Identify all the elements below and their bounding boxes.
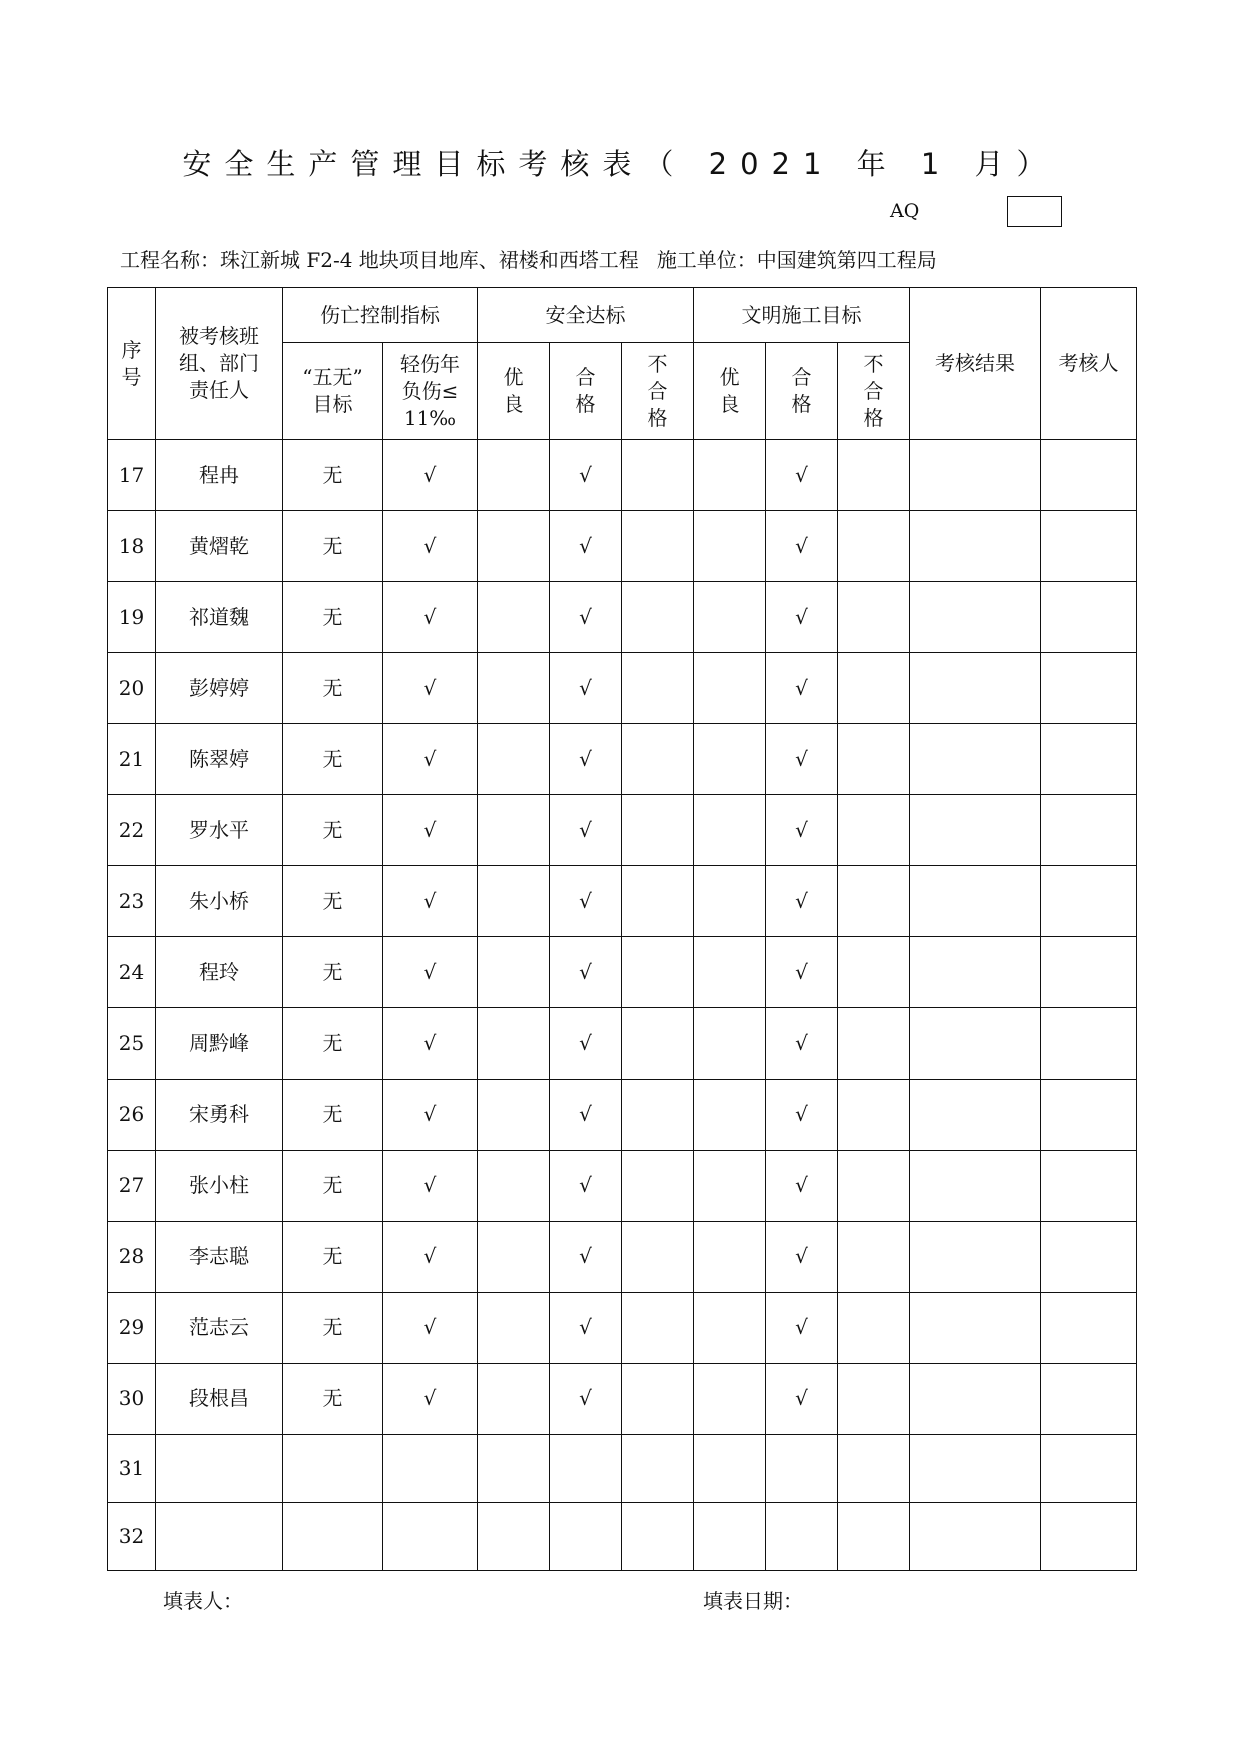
cell-five-none[interactable]: 无 xyxy=(283,440,383,511)
cell-civil-excellent[interactable] xyxy=(694,1502,766,1570)
cell-result[interactable] xyxy=(910,1221,1041,1292)
cell-result[interactable] xyxy=(910,1150,1041,1221)
cell-civil-fail[interactable] xyxy=(838,724,910,795)
cell-five-none[interactable]: 无 xyxy=(283,1292,383,1363)
cell-civil-pass[interactable] xyxy=(766,1502,838,1570)
cell-safety-excellent[interactable] xyxy=(478,1008,550,1079)
cell-light-injury[interactable]: √ xyxy=(383,653,478,724)
cell-light-injury[interactable]: √ xyxy=(383,582,478,653)
table-row xyxy=(108,937,1137,1008)
cell-seq: 17 xyxy=(108,440,156,511)
cell-five-none[interactable]: 无 xyxy=(283,937,383,1008)
cell-light-injury[interactable]: √ xyxy=(383,511,478,582)
cell-civil-excellent[interactable] xyxy=(694,937,766,1008)
cell-civil-pass[interactable]: √ xyxy=(766,1150,838,1221)
table-row xyxy=(108,866,1137,937)
cell-seq: 24 xyxy=(108,937,156,1008)
cell-result[interactable] xyxy=(910,1363,1041,1434)
cell-name[interactable]: 宋勇科 xyxy=(156,1079,283,1150)
cell-five-none[interactable]: 无 xyxy=(283,1079,383,1150)
page-title: 安全生产管理目标考核表（ 2021 年 1 月） xyxy=(182,147,1059,181)
cell-safety-pass[interactable]: √ xyxy=(550,866,622,937)
cell-light-injury[interactable]: √ xyxy=(383,1221,478,1292)
cell-name[interactable]: 朱小桥 xyxy=(156,866,283,937)
cell-five-none[interactable]: 无 xyxy=(283,724,383,795)
filler-label: 填表人： xyxy=(163,1589,243,1613)
assessment-table xyxy=(107,287,1137,1571)
cell-civil-excellent[interactable] xyxy=(694,1292,766,1363)
cell-safety-fail[interactable] xyxy=(622,1150,694,1221)
cell-civil-fail[interactable] xyxy=(838,511,910,582)
cell-civil-excellent[interactable] xyxy=(694,653,766,724)
table-row xyxy=(108,1150,1137,1221)
table-row xyxy=(108,724,1137,795)
header-row-1 xyxy=(108,288,1137,343)
cell-name[interactable]: 彭婷婷 xyxy=(156,653,283,724)
table-row xyxy=(108,1079,1137,1150)
header-civil-pass: 合 格 xyxy=(766,343,838,440)
cell-seq: 28 xyxy=(108,1221,156,1292)
table-row xyxy=(108,582,1137,653)
cell-seq: 20 xyxy=(108,653,156,724)
cell-light-injury[interactable]: √ xyxy=(383,866,478,937)
header-civilized-construction: 文明施工目标 xyxy=(694,288,910,343)
header-safety-excellent: 优 良 xyxy=(478,343,550,440)
header-safety-standard: 安全达标 xyxy=(478,288,694,343)
cell-safety-excellent[interactable] xyxy=(478,511,550,582)
header-light-injury: 轻伤年 负伤≤ 11‰ xyxy=(383,343,478,440)
cell-name[interactable]: 李志聪 xyxy=(156,1221,283,1292)
cell-assessor[interactable] xyxy=(1041,1292,1137,1363)
cell-civil-fail[interactable] xyxy=(838,1079,910,1150)
cell-assessor[interactable] xyxy=(1041,937,1137,1008)
cell-light-injury[interactable]: √ xyxy=(383,1079,478,1150)
cell-assessor[interactable] xyxy=(1041,1150,1137,1221)
cell-civil-fail[interactable] xyxy=(838,1150,910,1221)
cell-safety-pass[interactable]: √ xyxy=(550,440,622,511)
table-row xyxy=(108,1008,1137,1079)
cell-name[interactable]: 黄熠乾 xyxy=(156,511,283,582)
cell-light-injury[interactable]: √ xyxy=(383,440,478,511)
cell-result[interactable] xyxy=(910,511,1041,582)
cell-assessor[interactable] xyxy=(1041,1502,1137,1570)
fill-date-label: 填表日期： xyxy=(703,1589,803,1613)
cell-civil-pass[interactable]: √ xyxy=(766,440,838,511)
cell-safety-fail[interactable] xyxy=(622,1502,694,1570)
cell-safety-fail[interactable] xyxy=(622,1434,694,1502)
cell-assessor[interactable] xyxy=(1041,1008,1137,1079)
cell-seq: 27 xyxy=(108,1150,156,1221)
cell-assessor[interactable] xyxy=(1041,1363,1137,1434)
header-seq: 序 号 xyxy=(108,288,156,440)
cell-civil-fail[interactable] xyxy=(838,1008,910,1079)
cell-safety-fail[interactable] xyxy=(622,1008,694,1079)
cell-safety-fail[interactable] xyxy=(622,653,694,724)
cell-safety-fail[interactable] xyxy=(622,511,694,582)
header-result: 考核结果 xyxy=(910,288,1041,440)
cell-assessor[interactable] xyxy=(1041,1434,1137,1502)
cell-safety-fail[interactable] xyxy=(622,1363,694,1434)
table-row xyxy=(108,1434,1137,1502)
cell-safety-excellent[interactable] xyxy=(478,653,550,724)
cell-result[interactable] xyxy=(910,1079,1041,1150)
cell-civil-excellent[interactable] xyxy=(694,1434,766,1502)
cell-civil-pass[interactable]: √ xyxy=(766,795,838,866)
cell-civil-excellent[interactable] xyxy=(694,440,766,511)
cell-safety-fail[interactable] xyxy=(622,937,694,1008)
cell-five-none[interactable]: 无 xyxy=(283,866,383,937)
cell-civil-excellent[interactable] xyxy=(694,582,766,653)
cell-civil-pass[interactable]: √ xyxy=(766,1008,838,1079)
cell-civil-excellent[interactable] xyxy=(694,1363,766,1434)
cell-safety-pass[interactable]: √ xyxy=(550,653,622,724)
cell-result[interactable] xyxy=(910,653,1041,724)
cell-civil-fail[interactable] xyxy=(838,795,910,866)
cell-civil-fail[interactable] xyxy=(838,440,910,511)
cell-safety-excellent[interactable] xyxy=(478,1502,550,1570)
cell-light-injury[interactable] xyxy=(383,1434,478,1502)
cell-seq: 25 xyxy=(108,1008,156,1079)
cell-assessor[interactable] xyxy=(1041,724,1137,795)
cell-safety-pass[interactable] xyxy=(550,1502,622,1570)
cell-safety-pass[interactable]: √ xyxy=(550,511,622,582)
cell-safety-excellent[interactable] xyxy=(478,1221,550,1292)
cell-name[interactable] xyxy=(156,1434,283,1502)
cell-name[interactable]: 程冉 xyxy=(156,440,283,511)
cell-civil-excellent[interactable] xyxy=(694,1079,766,1150)
cell-safety-fail[interactable] xyxy=(622,1292,694,1363)
cell-five-none[interactable] xyxy=(283,1434,383,1502)
cell-civil-pass[interactable]: √ xyxy=(766,866,838,937)
cell-civil-excellent[interactable] xyxy=(694,1008,766,1079)
form-code-label: AQ xyxy=(890,200,920,222)
cell-safety-excellent[interactable] xyxy=(478,724,550,795)
table-row xyxy=(108,1292,1137,1363)
cell-civil-pass[interactable]: √ xyxy=(766,724,838,795)
cell-seq: 30 xyxy=(108,1363,156,1434)
cell-seq: 29 xyxy=(108,1292,156,1363)
cell-safety-excellent[interactable] xyxy=(478,795,550,866)
cell-name[interactable]: 祁道魏 xyxy=(156,582,283,653)
cell-assessor[interactable] xyxy=(1041,866,1137,937)
cell-safety-excellent[interactable] xyxy=(478,1434,550,1502)
cell-name[interactable]: 段根昌 xyxy=(156,1363,283,1434)
cell-safety-pass[interactable]: √ xyxy=(550,1150,622,1221)
cell-civil-pass[interactable]: √ xyxy=(766,1221,838,1292)
cell-result[interactable] xyxy=(910,724,1041,795)
cell-safety-pass[interactable]: √ xyxy=(550,1008,622,1079)
header-injury-control: 伤亡控制指标 xyxy=(283,288,478,343)
construction-unit: 施工单位：中国建筑第四工程局 xyxy=(656,248,937,272)
cell-civil-excellent[interactable] xyxy=(694,1221,766,1292)
cell-safety-pass[interactable]: √ xyxy=(550,1079,622,1150)
cell-civil-excellent[interactable] xyxy=(694,866,766,937)
cell-civil-pass[interactable]: √ xyxy=(766,511,838,582)
cell-civil-fail[interactable] xyxy=(838,866,910,937)
cell-five-none[interactable] xyxy=(283,1502,383,1570)
cell-five-none[interactable]: 无 xyxy=(283,795,383,866)
cell-light-injury[interactable]: √ xyxy=(383,937,478,1008)
cell-safety-excellent[interactable] xyxy=(478,937,550,1008)
cell-safety-fail[interactable] xyxy=(622,866,694,937)
cell-seq: 32 xyxy=(108,1502,156,1570)
cell-result[interactable] xyxy=(910,795,1041,866)
cell-seq: 22 xyxy=(108,795,156,866)
cell-name[interactable]: 周黔峰 xyxy=(156,1008,283,1079)
cell-civil-excellent[interactable] xyxy=(694,795,766,866)
cell-safety-fail[interactable] xyxy=(622,1079,694,1150)
cell-result[interactable] xyxy=(910,866,1041,937)
cell-assessor[interactable] xyxy=(1041,1079,1137,1150)
cell-safety-pass[interactable] xyxy=(550,1434,622,1502)
cell-assessor[interactable] xyxy=(1041,511,1137,582)
cell-seq: 21 xyxy=(108,724,156,795)
cell-safety-fail[interactable] xyxy=(622,582,694,653)
cell-civil-fail[interactable] xyxy=(838,1292,910,1363)
table-row xyxy=(108,795,1137,866)
cell-safety-pass[interactable]: √ xyxy=(550,724,622,795)
cell-civil-fail[interactable] xyxy=(838,582,910,653)
cell-safety-fail[interactable] xyxy=(622,1221,694,1292)
cell-name[interactable]: 范志云 xyxy=(156,1292,283,1363)
table-row xyxy=(108,440,1137,511)
cell-assessor[interactable] xyxy=(1041,653,1137,724)
cell-safety-fail[interactable] xyxy=(622,440,694,511)
table-row xyxy=(108,511,1137,582)
cell-result[interactable] xyxy=(910,1292,1041,1363)
cell-five-none[interactable]: 无 xyxy=(283,582,383,653)
cell-civil-excellent[interactable] xyxy=(694,511,766,582)
cell-result[interactable] xyxy=(910,1434,1041,1502)
cell-name[interactable]: 陈翠婷 xyxy=(156,724,283,795)
cell-safety-excellent[interactable] xyxy=(478,440,550,511)
cell-light-injury[interactable] xyxy=(383,1502,478,1570)
cell-safety-excellent[interactable] xyxy=(478,1079,550,1150)
cell-result[interactable] xyxy=(910,937,1041,1008)
project-info xyxy=(120,244,937,273)
cell-civil-pass[interactable]: √ xyxy=(766,937,838,1008)
cell-seq: 19 xyxy=(108,582,156,653)
cell-assessor[interactable] xyxy=(1041,582,1137,653)
cell-civil-pass[interactable]: √ xyxy=(766,1079,838,1150)
cell-safety-pass[interactable]: √ xyxy=(550,937,622,1008)
cell-safety-fail[interactable] xyxy=(622,795,694,866)
cell-safety-excellent[interactable] xyxy=(478,1363,550,1434)
header-safety-fail: 不 合 格 xyxy=(622,343,694,440)
header-civil-excellent: 优 良 xyxy=(694,343,766,440)
cell-civil-pass[interactable]: √ xyxy=(766,582,838,653)
cell-result[interactable] xyxy=(910,1502,1041,1570)
header-five-none: “五无” 目标 xyxy=(283,343,383,440)
cell-five-none[interactable]: 无 xyxy=(283,1008,383,1079)
cell-civil-fail[interactable] xyxy=(838,1363,910,1434)
table-row xyxy=(108,1502,1137,1570)
table-row xyxy=(108,1363,1137,1434)
cell-civil-excellent[interactable] xyxy=(694,724,766,795)
cell-name[interactable] xyxy=(156,1502,283,1570)
cell-safety-pass[interactable]: √ xyxy=(550,1221,622,1292)
cell-civil-fail[interactable] xyxy=(838,1502,910,1570)
cell-safety-excellent[interactable] xyxy=(478,866,550,937)
cell-safety-excellent[interactable] xyxy=(478,1150,550,1221)
cell-civil-fail[interactable] xyxy=(838,1434,910,1502)
cell-safety-excellent[interactable] xyxy=(478,582,550,653)
cell-civil-pass[interactable]: √ xyxy=(766,1292,838,1363)
header-civil-fail: 不 合 格 xyxy=(838,343,910,440)
table-row xyxy=(108,653,1137,724)
cell-civil-pass[interactable]: √ xyxy=(766,653,838,724)
cell-result[interactable] xyxy=(910,582,1041,653)
cell-five-none[interactable]: 无 xyxy=(283,653,383,724)
cell-civil-pass[interactable] xyxy=(766,1434,838,1502)
cell-seq: 26 xyxy=(108,1079,156,1150)
cell-safety-pass[interactable]: √ xyxy=(550,582,622,653)
header-team: 被考核班 组、部门 责任人 xyxy=(156,288,283,440)
cell-light-injury[interactable]: √ xyxy=(383,1292,478,1363)
header-assessor: 考核人 xyxy=(1041,288,1137,440)
header-safety-pass: 合 格 xyxy=(550,343,622,440)
cell-assessor[interactable] xyxy=(1041,795,1137,866)
cell-civil-pass[interactable]: √ xyxy=(766,1363,838,1434)
cell-safety-pass[interactable]: √ xyxy=(550,1292,622,1363)
cell-seq: 23 xyxy=(108,866,156,937)
form-code-box[interactable] xyxy=(1007,196,1062,227)
cell-civil-fail[interactable] xyxy=(838,1221,910,1292)
cell-assessor[interactable] xyxy=(1041,440,1137,511)
cell-safety-fail[interactable] xyxy=(622,724,694,795)
project-name: 工程名称：珠江新城 F2-4 地块项目地库、裙楼和西塔工程 xyxy=(120,248,639,272)
cell-name[interactable]: 程玲 xyxy=(156,937,283,1008)
cell-name[interactable]: 罗水平 xyxy=(156,795,283,866)
cell-light-injury[interactable]: √ xyxy=(383,1150,478,1221)
cell-five-none[interactable]: 无 xyxy=(283,1150,383,1221)
cell-light-injury[interactable]: √ xyxy=(383,795,478,866)
cell-light-injury[interactable]: √ xyxy=(383,1008,478,1079)
cell-safety-pass[interactable]: √ xyxy=(550,1363,622,1434)
cell-civil-fail[interactable] xyxy=(838,937,910,1008)
cell-result[interactable] xyxy=(910,1008,1041,1079)
cell-five-none[interactable]: 无 xyxy=(283,1363,383,1434)
cell-name[interactable]: 张小柱 xyxy=(156,1150,283,1221)
cell-five-none[interactable]: 无 xyxy=(283,1221,383,1292)
cell-light-injury[interactable]: √ xyxy=(383,724,478,795)
cell-safety-pass[interactable]: √ xyxy=(550,795,622,866)
cell-assessor[interactable] xyxy=(1041,1221,1137,1292)
cell-safety-excellent[interactable] xyxy=(478,1292,550,1363)
cell-five-none[interactable]: 无 xyxy=(283,511,383,582)
cell-result[interactable] xyxy=(910,440,1041,511)
cell-seq: 18 xyxy=(108,511,156,582)
table-row xyxy=(108,1221,1137,1292)
cell-light-injury[interactable]: √ xyxy=(383,1363,478,1434)
cell-seq: 31 xyxy=(108,1434,156,1502)
cell-civil-fail[interactable] xyxy=(838,653,910,724)
cell-civil-excellent[interactable] xyxy=(694,1150,766,1221)
